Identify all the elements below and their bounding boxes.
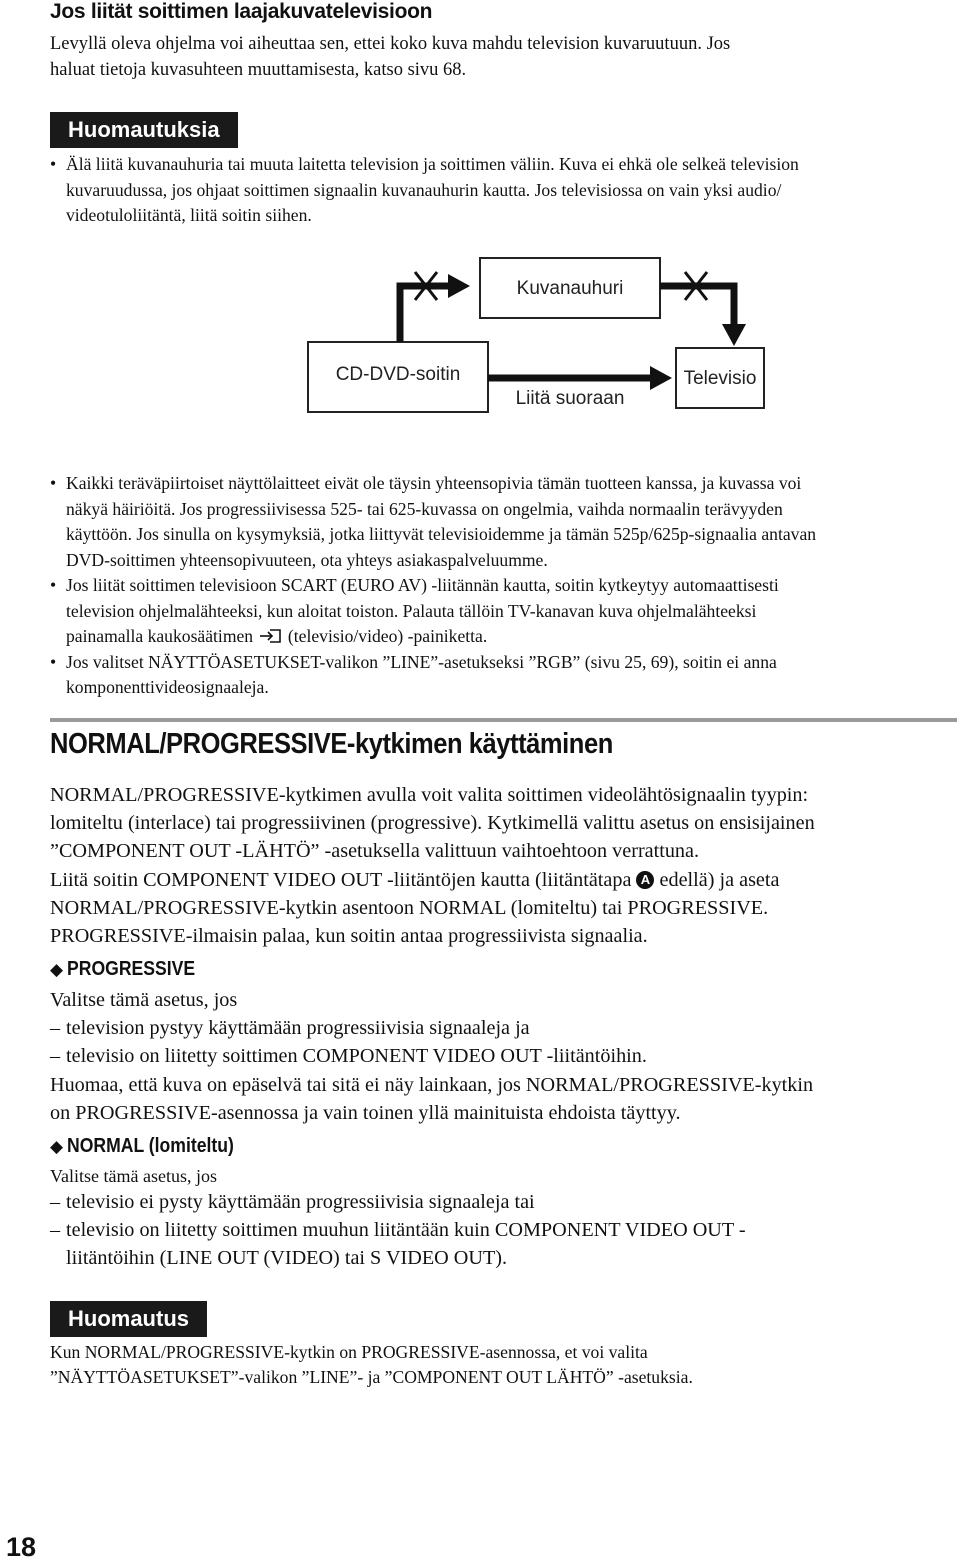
note-badge: Huomautus xyxy=(50,1301,207,1337)
text-line: Levyllä oleva ohjelma voi aiheuttaa sen, ettei koko kuva mahdu television kuvaruutuun. Jos xyxy=(50,34,731,54)
list-item xyxy=(50,573,955,650)
text-line: käyttöön. Jos sinulla on kysymyksiä, jotka liittyvät televisioidemme ja tämän 525p/625p-signaalia antavan xyxy=(66,524,817,544)
blocked-path-right xyxy=(660,286,734,326)
list-item xyxy=(50,650,955,701)
text-line xyxy=(50,866,955,894)
text-span: televisio ei pysty käyttämään progressiivisia signaaleja tai xyxy=(66,1191,535,1213)
arrow-right-icon xyxy=(448,274,470,298)
text-line: näkyä häiriöitä. Jos progressiivisessa 525- tai 625-kuvassa on ongelmia, vaihda normaalin terävyyden xyxy=(66,498,783,519)
text-line: lomiteltu (interlace) tai progressiivinen (progressive). Kytkimellä valittu asetus on ensisijainen xyxy=(50,812,815,835)
text-line: television ohjelmalähteeksi, kun aloitat toiston. Palauta tällöin TV-kanavan kuva ohjelmalähteeksi xyxy=(66,600,757,621)
progressive-heading-text: PROGRESSIVE xyxy=(67,958,196,980)
section-heading-widescreen: Jos liität soittimen laajakuvatelevisioon xyxy=(50,0,433,23)
connection-a-badge: A xyxy=(636,871,654,889)
list-item xyxy=(50,471,955,573)
dash-icon: – xyxy=(50,1045,61,1068)
connection-diagram xyxy=(300,250,780,420)
dash-item xyxy=(50,1188,955,1216)
normal-progressive-paragraph xyxy=(50,781,955,950)
note-paragraph xyxy=(50,1340,955,1390)
text-line: Kun NORMAL/PROGRESSIVE-kytkin on PROGRESSIVE-asennossa, et voi valita xyxy=(50,1342,648,1362)
text-line: Valitse tämä asetus, jos xyxy=(50,989,238,1011)
text-line: televisio on liitetty soittimen muuhun liitäntään kuin COMPONENT VIDEO OUT - xyxy=(66,1219,746,1242)
dash-icon: – xyxy=(50,1017,61,1040)
input-select-icon xyxy=(258,628,284,644)
progressive-heading xyxy=(50,958,213,981)
widescreen-paragraph xyxy=(50,32,950,83)
text-span: painamalla kaukosäätimen xyxy=(66,626,254,646)
bullet-icon: • xyxy=(50,473,57,493)
text-line xyxy=(66,624,955,650)
text-line: liitäntöihin (LINE OUT (VIDEO) tai S VIDEO OUT). xyxy=(66,1247,508,1270)
section-divider xyxy=(50,718,957,722)
text-line: on PROGRESSIVE-asennossa ja vain toinen yllä mainituista ehdoista täyttyy. xyxy=(50,1101,681,1124)
text-span: television pystyy käyttämään progressiivisia signaaleja ja xyxy=(66,1017,530,1040)
text-line: DVD-soittimen yhteensopivuuteen, ota yhteys asiakaspalveluumme. xyxy=(66,549,548,570)
text-line: Jos valitset NÄYTTÖASETUKSET-valikon ”LINE”-asetukseksi ”RGB” (sivu 25, 69), soitin ei anna xyxy=(66,651,777,672)
notes-badge: Huomautuksia xyxy=(50,112,238,148)
text-span: (televisio/video) -painiketta. xyxy=(287,626,488,646)
dash-icon: – xyxy=(50,1191,61,1213)
player-label: CD-DVD-soitin xyxy=(335,364,461,385)
text-line: Jos liität soittimen televisioon SCART (EURO AV) -liitännän kautta, soitin kytkeytyy automaattisesti xyxy=(66,575,779,595)
text-span: televisio on liitetty soittimen COMPONENT VIDEO OUT -liitäntöihin. xyxy=(66,1045,647,1068)
text-line: videotuloliitäntä, liitä soitin siihen. xyxy=(66,205,312,225)
dash-icon: – xyxy=(50,1219,61,1242)
bullet-icon: • xyxy=(50,154,57,174)
bullet-icon: • xyxy=(50,575,57,595)
text-line: kuvaruudussa, jos ohjaat soittimen signaalin kuvanauhurin kautta. Jos televisiossa on vain yksi audio/ xyxy=(66,179,782,200)
normal-body xyxy=(50,1188,955,1273)
dash-item xyxy=(50,1014,955,1042)
direct-label: Liitä suoraan xyxy=(515,388,625,409)
text-line: Älä liitä kuvanauhuria tai muuta laitetta television ja soittimen väliin. Kuva ei ehkä ole selkeä television xyxy=(66,154,799,174)
text-line: NORMAL/PROGRESSIVE-kytkimen avulla voit valita soittimen videolähtösignaalin tyypin: xyxy=(50,784,809,806)
text-line: PROGRESSIVE-ilmaisin palaa, kun soitin antaa progressiivista signaalia. xyxy=(50,925,648,948)
dash-item xyxy=(50,1042,955,1070)
page-number: 18 xyxy=(6,1532,37,1562)
text-span: edellä) ja aseta xyxy=(659,868,780,891)
tv-label: Televisio xyxy=(683,368,757,389)
text-line: Huomaa, että kuva on epäselvä tai sitä ei näy lainkaan, jos NORMAL/PROGRESSIVE-kytkin xyxy=(50,1073,814,1096)
notes-list-2 xyxy=(50,471,955,701)
diamond-icon: ◆ xyxy=(50,960,64,979)
bullet-icon: • xyxy=(50,651,57,672)
text-span: Liitä soitin COMPONENT VIDEO OUT -liitäntöjen kautta (liitäntätapa xyxy=(50,868,632,891)
arrow-down-icon xyxy=(722,324,746,346)
normal-intro: Valitse tämä asetus, jos xyxy=(50,1166,217,1186)
normal-heading xyxy=(50,1135,257,1158)
text-line: ”NÄYTTÖASETUKSET”-valikon ”LINE”- ja ”COMPONENT OUT LÄHTÖ” -asetuksia. xyxy=(50,1367,693,1387)
diamond-icon: ◆ xyxy=(50,1137,64,1156)
text-line: Kaikki teräväpiirtoiset näyttölaitteet eivät ole täysin yhteensopivia tämän tuotteen kanssa, ja kuvassa voi xyxy=(66,473,802,493)
text-line: komponenttivideosignaaleja. xyxy=(66,677,269,697)
list-item xyxy=(50,152,955,229)
progressive-body xyxy=(50,986,955,1127)
section-heading-normal-progressive: NORMAL/PROGRESSIVE-kytkimen käyttäminen xyxy=(50,728,613,760)
notes-list xyxy=(50,152,955,229)
text-line: ”COMPONENT OUT -LÄHTÖ” -asetuksella valittuun vaihtoehtoon verrattuna. xyxy=(50,840,700,863)
dash-item xyxy=(50,1216,955,1272)
blocked-path-left xyxy=(400,286,450,342)
text-line: NORMAL/PROGRESSIVE-kytkin asentoon NORMAL (lomiteltu) tai PROGRESSIVE. xyxy=(50,896,769,919)
normal-heading-text: NORMAL (lomiteltu) xyxy=(67,1135,234,1157)
arrow-right-icon xyxy=(650,366,672,390)
vcr-label: Kuvanauhuri xyxy=(516,278,624,299)
text-line: haluat tietoja kuvasuhteen muuttamisesta, katso sivu 68. xyxy=(50,59,467,80)
